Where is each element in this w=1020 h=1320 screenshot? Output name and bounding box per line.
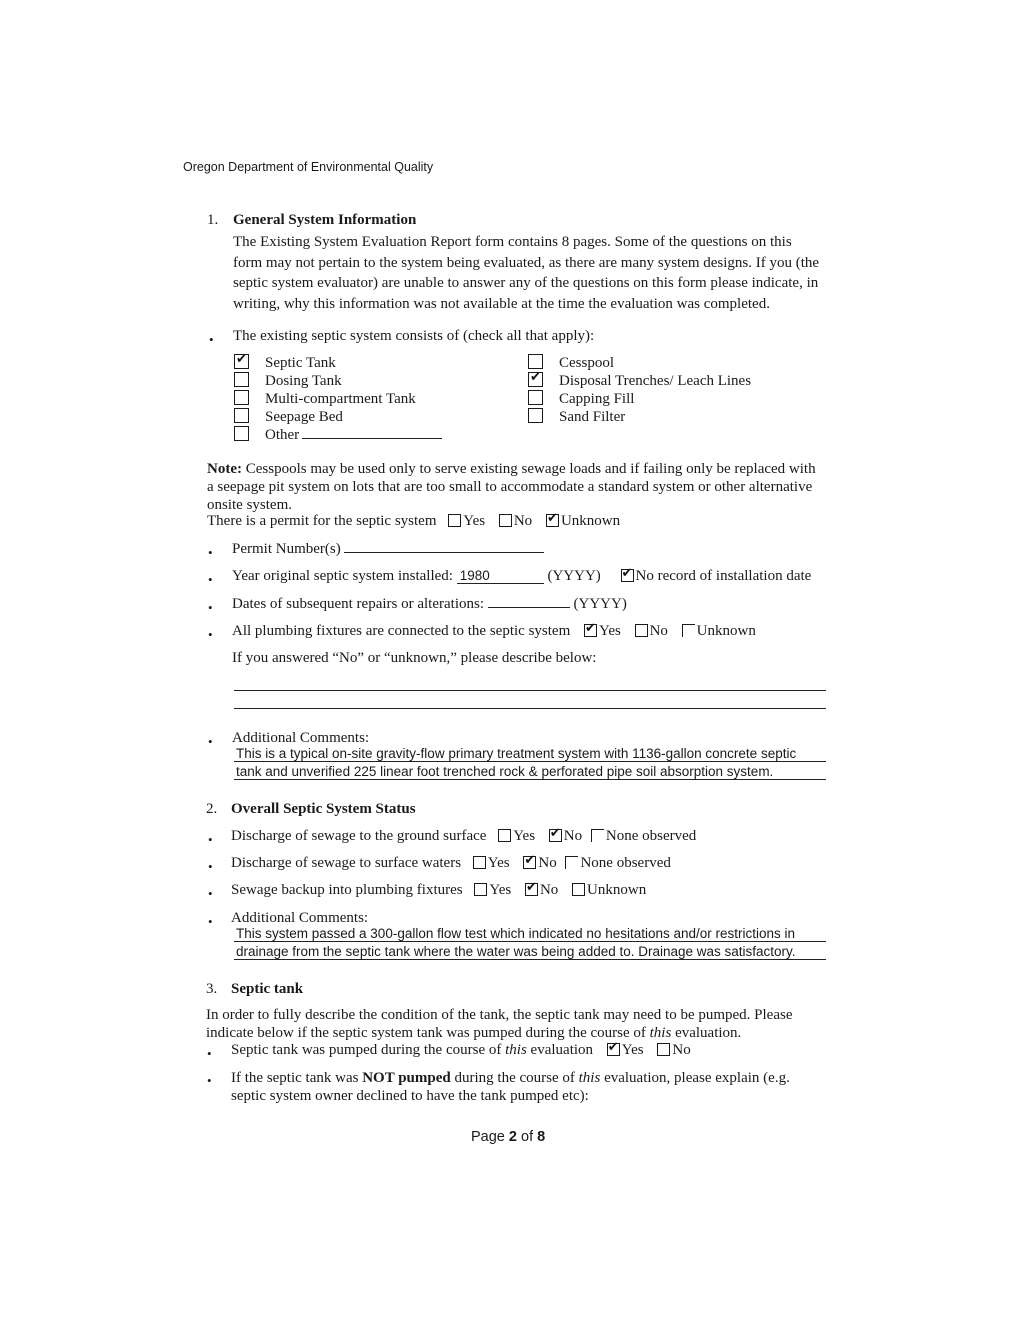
section2-number: 2. xyxy=(206,801,218,817)
section3-number: 3. xyxy=(206,981,218,997)
plumbing-row xyxy=(232,623,756,640)
seepage-bed-checkbox[interactable] xyxy=(234,408,249,423)
multi-compartment-checkbox[interactable] xyxy=(234,390,249,405)
pumped-row: Septic tank was pumped during the course of this evaluation ✔ Yes No xyxy=(231,1042,691,1059)
septic-tank-checkbox[interactable] xyxy=(234,354,249,369)
yes-label: Yes xyxy=(487,855,510,871)
pumped-yes-checkbox[interactable] xyxy=(607,1043,620,1056)
note-block xyxy=(207,460,816,514)
status-surface-row xyxy=(231,855,671,872)
component-label: Dosing Tank xyxy=(265,373,342,389)
note-label: Note: xyxy=(207,461,242,477)
section1-intro xyxy=(233,232,819,314)
note-line: a seepage pit system on lots that are too small to accommodate a standard system or other alternative xyxy=(207,479,813,495)
intro-line: writing, why this information was not available at the time the evaluation was completed. xyxy=(233,295,770,312)
describe-line[interactable] xyxy=(234,690,826,691)
other-field[interactable] xyxy=(302,438,442,439)
component-seepage-bed xyxy=(234,408,442,426)
yes-label: Yes xyxy=(621,1042,644,1058)
bullet: • xyxy=(209,332,214,347)
section1-title: General System Information xyxy=(233,212,417,228)
year-field[interactable]: 1980 xyxy=(457,568,544,584)
permit-row xyxy=(207,513,620,530)
surface-none-observed-checkbox[interactable] xyxy=(565,856,578,869)
ground-none-observed-checkbox[interactable] xyxy=(591,829,604,842)
plumbing-yes-checkbox[interactable] xyxy=(584,624,597,637)
other-checkbox[interactable] xyxy=(234,426,249,441)
surface-yes-checkbox[interactable] xyxy=(473,856,486,869)
year-row xyxy=(232,568,811,585)
bullet: • xyxy=(208,832,213,847)
permit-number-row xyxy=(232,541,544,558)
page-number: Page 2 of 8 xyxy=(471,1129,546,1145)
permit-no-label: No xyxy=(513,513,533,529)
plumbing-no-label: No xyxy=(649,623,668,639)
no-record-checkbox[interactable] xyxy=(621,569,634,582)
comments-line[interactable]: This system passed a 300-gallon flow test which indicated no hesitations and/or restrictions in xyxy=(234,926,826,942)
unknown-label: Unknown xyxy=(587,882,647,898)
bullet: • xyxy=(207,1046,212,1061)
no-label: No xyxy=(539,882,559,898)
describe-label: If you answered “No” or “unknown,” please describe below: xyxy=(232,650,597,666)
surface-no-checkbox[interactable] xyxy=(523,856,536,869)
permit-question: There is a permit for the septic system xyxy=(207,513,437,529)
bullet: • xyxy=(208,600,213,615)
bullet: • xyxy=(207,1073,212,1088)
intro-line: In order to fully describe the condition of the tank, the septic tank may need to be pumped. Please xyxy=(206,1007,793,1023)
repairs-row xyxy=(232,596,627,613)
plumbing-no-checkbox[interactable] xyxy=(635,624,648,637)
components-left xyxy=(234,354,442,444)
no-record-label: No record of installation date xyxy=(635,568,812,584)
no-label: No xyxy=(672,1042,691,1058)
permit-yes-checkbox[interactable] xyxy=(448,514,461,527)
q3-label: Sewage backup into plumbing fixtures xyxy=(231,882,463,898)
component-septic-tank xyxy=(234,354,442,372)
component-cesspool xyxy=(528,354,751,372)
no-label: No xyxy=(538,855,557,871)
comments-line[interactable]: This is a typical on-site gravity-flow primary treatment system with 1136-gallon concrete septic xyxy=(234,746,826,762)
comments-label: Additional Comments: xyxy=(231,910,369,926)
component-label: Other xyxy=(265,427,300,443)
not-pumped-block: If the septic tank was NOT pumped during the course of this evaluation, please explain (e.g. septic system owner declined to have the tank pumped etc): xyxy=(231,1070,790,1104)
note-line: Cesspools may be used only to serve existing sewage loads and if failing only be replaced with xyxy=(241,461,816,477)
components-right xyxy=(528,354,751,426)
section1-number: 1. xyxy=(207,212,219,228)
comments-line[interactable]: tank and unverified 225 linear foot trenched rock & perforated pipe soil absorption system. xyxy=(234,764,826,780)
bullet: • xyxy=(208,572,213,587)
year-label: Year original septic system installed: xyxy=(232,568,453,584)
section2-title: Overall Septic System Status xyxy=(231,801,416,817)
sand-filter-checkbox[interactable] xyxy=(528,408,543,423)
header-org: Oregon Department of Environmental Quality xyxy=(183,160,434,174)
intro-line: The Existing System Evaluation Report form contains 8 pages. Some of the questions on this xyxy=(233,234,792,250)
bullet: • xyxy=(208,627,213,642)
permit-number-field[interactable] xyxy=(344,552,544,553)
component-dosing-tank xyxy=(234,372,442,390)
q2-label: Discharge of sewage to surface waters xyxy=(231,855,462,871)
section3-title: Septic tank xyxy=(231,981,304,997)
plumbing-label: All plumbing fixtures are connected to the septic system xyxy=(232,623,571,639)
none-observed-label: None observed xyxy=(605,828,697,844)
plumbing-unknown-label: Unknown xyxy=(696,623,756,639)
component-label: Multi-compartment Tank xyxy=(265,391,416,407)
component-sand-filter xyxy=(528,408,751,426)
bullet: • xyxy=(208,859,213,874)
ground-no-checkbox[interactable] xyxy=(549,829,562,842)
none-observed-label: None observed xyxy=(580,855,671,871)
component-label: Capping Fill xyxy=(559,391,635,407)
dosing-tank-checkbox[interactable] xyxy=(234,372,249,387)
bullet: • xyxy=(208,886,213,901)
intro-line: septic system evaluator) are unable to answer any of the questions on this form please indicate, in xyxy=(233,275,819,291)
plumbing-yes-label: Yes xyxy=(599,623,621,639)
component-label: Sand Filter xyxy=(559,409,626,425)
bullet: • xyxy=(208,914,213,929)
intro-line: indicate below if the septic system tank was pumped during the course of this evaluation. xyxy=(206,1025,742,1041)
capping-fill-checkbox[interactable] xyxy=(528,390,543,405)
component-label: Cesspool xyxy=(559,355,615,371)
bullet: • xyxy=(208,545,213,560)
component-capping-fill xyxy=(528,390,751,408)
pumped-no-checkbox[interactable] xyxy=(657,1043,670,1056)
no-label: No xyxy=(563,828,583,844)
component-label: Disposal Trenches/ Leach Lines xyxy=(559,373,752,389)
component-label: Seepage Bed xyxy=(265,409,343,425)
section3-intro xyxy=(206,1006,793,1042)
disposal-trenches-checkbox[interactable] xyxy=(528,372,543,387)
repairs-label: Dates of subsequent repairs or alterations: xyxy=(232,596,485,612)
intro-line: form may not pertain to the system being evaluated, as there are many system designs. If you (the xyxy=(233,254,820,271)
component-multi-compartment xyxy=(234,390,442,408)
comments-label: Additional Comments: xyxy=(232,730,370,746)
backup-unknown-checkbox[interactable] xyxy=(572,883,585,896)
q1-label: Discharge of sewage to the ground surface xyxy=(231,828,487,844)
repairs-yyyy: (YYYY) xyxy=(573,596,627,612)
describe-line[interactable] xyxy=(234,708,826,709)
repairs-field[interactable] xyxy=(488,607,570,608)
component-other xyxy=(234,426,442,444)
bullet: • xyxy=(208,734,213,749)
comments-line[interactable]: drainage from the septic tank where the water was being added to. Drainage was satisfactory. xyxy=(234,944,826,960)
yes-label: Yes xyxy=(489,882,512,898)
status-ground-row xyxy=(231,828,696,845)
cesspool-checkbox[interactable] xyxy=(528,354,543,369)
permit-unknown-label: Unknown xyxy=(560,513,621,529)
consists-prompt: The existing septic system consists of (check all that apply): xyxy=(233,328,595,344)
plumbing-unknown-checkbox[interactable] xyxy=(682,624,695,637)
note-line: onsite system. xyxy=(207,497,292,513)
backup-no-checkbox[interactable] xyxy=(525,883,538,896)
year-yyyy: (YYYY) xyxy=(547,568,601,584)
backup-yes-checkbox[interactable] xyxy=(474,883,487,896)
permit-yes-label: Yes xyxy=(463,513,486,529)
status-backup-row xyxy=(231,882,646,899)
permit-unknown-checkbox[interactable] xyxy=(546,514,559,527)
permit-number-label: Permit Number(s) xyxy=(232,541,341,557)
component-label: Septic Tank xyxy=(265,355,336,371)
permit-no-checkbox[interactable] xyxy=(499,514,512,527)
ground-yes-checkbox[interactable] xyxy=(498,829,511,842)
yes-label: Yes xyxy=(513,828,536,844)
component-disposal-trenches xyxy=(528,372,751,390)
